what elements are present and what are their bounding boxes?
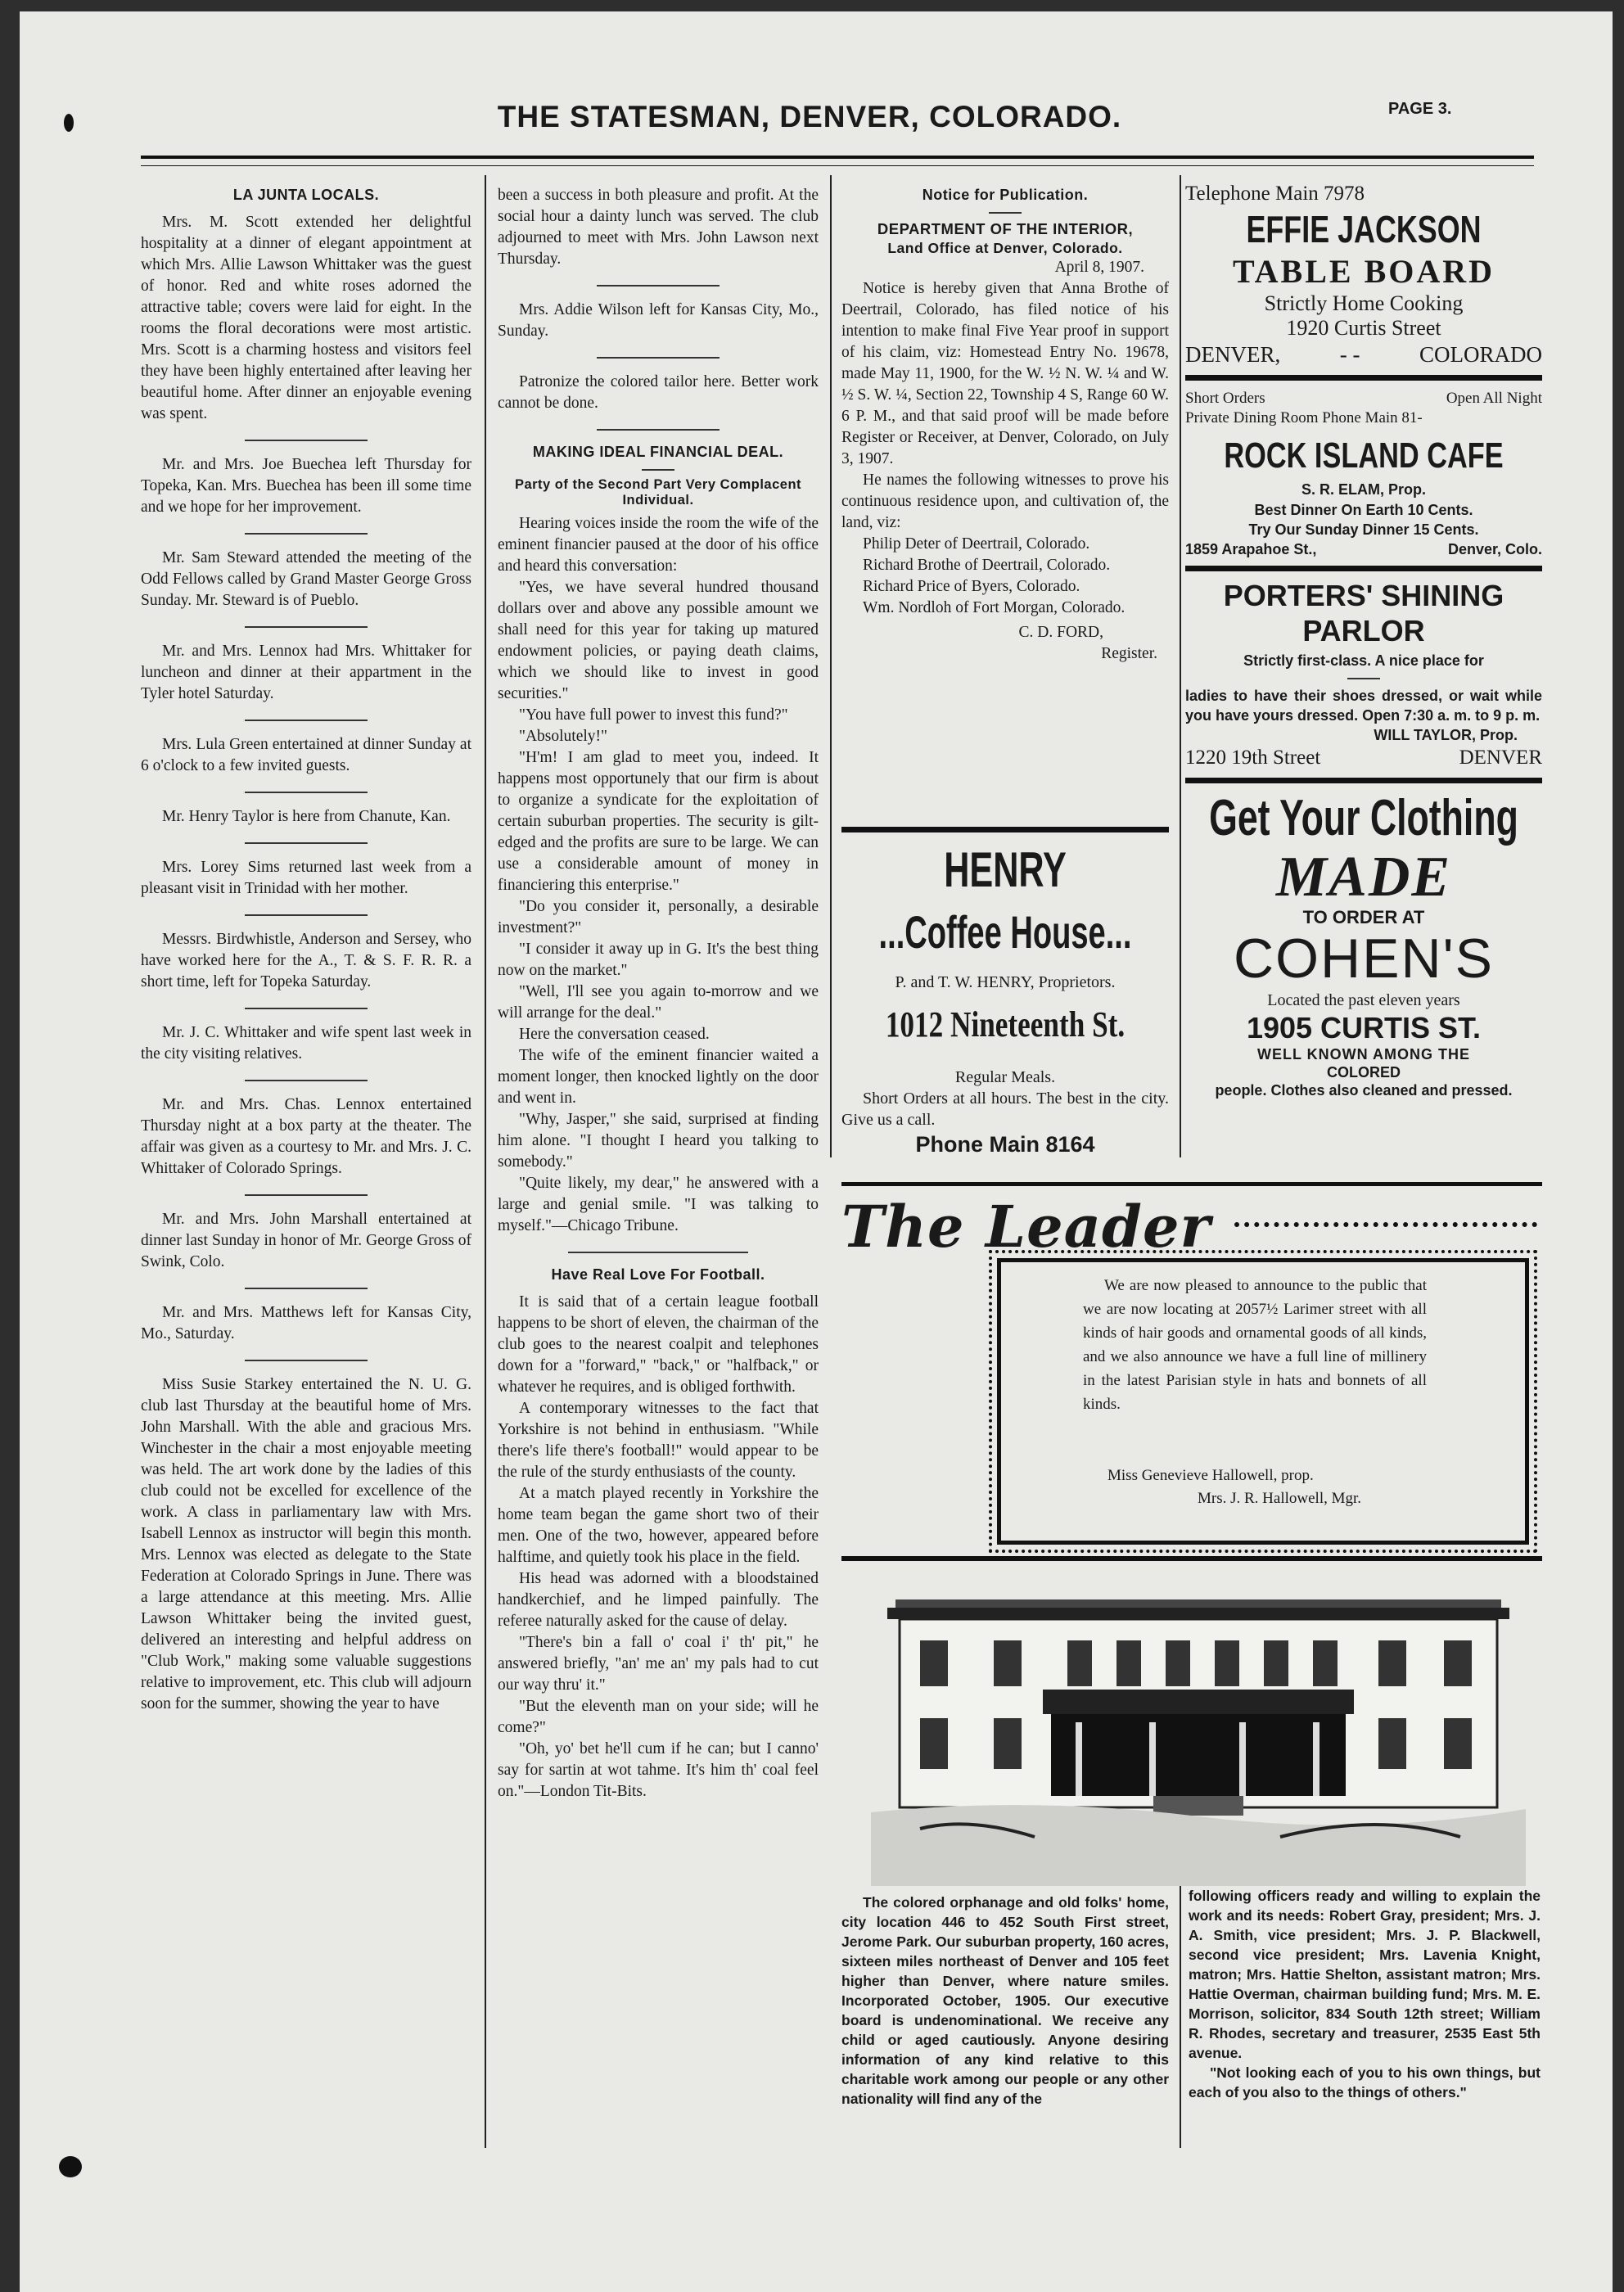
subheading-financial-deal: Party of the Second Part Very Complacent Individual. — [514, 477, 802, 508]
leader-bottom-rule — [841, 1556, 1542, 1561]
cohen-headline: Get Your Clothing — [1209, 790, 1518, 846]
paragraph: "H'm! I am glad to meet you, indeed. It happens most opportunely that our firm is about to organize a syndicate for the exploitation of certain suburban properties. The security is gilt-edged and the profits are sure to be large. We can use a considerable amount of money in financiering this enterprise." — [498, 749, 819, 894]
paragraph: It is said that of a certain league football happens to be short of eleven, the chairman of the club goes to the nearest coalpit and telephones down for a "forward," "back," or "halfback," or whatever he requires, and is obliged forthwith. — [498, 1293, 819, 1396]
separator — [245, 1360, 368, 1361]
land-office: Land Office at Denver, Colorado. — [887, 240, 1123, 256]
paragraph: Philip Deter of Deertrail, Colorado. — [863, 535, 1090, 553]
paragraph: Mrs. M. Scott extended her delightful hospitality at a dinner of elegant appointment at which Mrs. Allie Lawson Whittaker was the guest of honor. Red and white roses adorned the attractive table; covers were laid for eight. In the rooms the floral decorations were most artistic. Mrs. Scott is a charming hostess and visitors feel they have been highly entertained after leaving her beautiful home. After dinner an enjoyable evening was spent. — [141, 214, 471, 422]
paragraph: Mr. J. C. Whittaker and wife spent last week in the city visiting relatives. — [141, 1024, 471, 1063]
separator — [1347, 678, 1380, 679]
masthead-rule — [141, 156, 1534, 159]
separator — [245, 914, 368, 916]
leader-sig1: Miss Genevieve Hallowell, prop. — [1107, 1467, 1314, 1484]
paragraph: "I consider it away up in G. It's the best thing now on the market." — [498, 941, 819, 979]
paragraph: Mrs. Lula Green entertained at dinner Sunday at 6 o'clock to a few invited guests. — [141, 736, 471, 774]
leader-scallop-top — [1234, 1222, 1537, 1227]
paragraph: "Why, Jasper," she said, surprised at finding him alone. "I thought I heard you talking to somebody." — [498, 1111, 819, 1171]
cohen-colored: COLORED — [1327, 1064, 1401, 1081]
cohen-name: COHEN'S — [1234, 927, 1494, 990]
paragraph: Mr. and Mrs. Lennox had Mrs. Whittaker for luncheon and dinner at their appartment in the Tyler hotel Saturday. — [141, 643, 471, 702]
effie-city: DENVER, — [1185, 342, 1281, 367]
paragraph: His head was adorned with a bloodstained handkerchief, and he limped painfully. The referee naturally asked for the cause of delay. — [498, 1570, 819, 1630]
column-stories — [498, 185, 819, 1802]
cohen-order: TO ORDER AT — [1302, 907, 1425, 927]
effie-city-row — [1185, 341, 1542, 368]
column-la-junta — [141, 182, 471, 1715]
effie-dash: - - — [1339, 342, 1360, 367]
paragraph: Mr. Sam Steward attended the meeting of the Odd Fellows called by Grand Master George Gross Sunday. Mr. Steward is of Pueblo. — [141, 549, 471, 609]
cohen-located: Located the past eleven years — [1267, 991, 1460, 1009]
effie-name: EFFIE JACKSON — [1246, 208, 1482, 250]
leader-ad — [841, 1182, 1542, 1563]
effie-table-board: TABLE BOARD — [1232, 253, 1495, 290]
separator — [245, 440, 368, 441]
signer-name: C. D. FORD, — [1018, 624, 1103, 641]
ad-rule — [1185, 778, 1542, 783]
cohen-people: people. Clothes also cleaned and pressed. — [1215, 1082, 1513, 1099]
henry-meals: Regular Meals. — [954, 1068, 1056, 1086]
separator — [597, 429, 720, 431]
separator — [989, 212, 1022, 214]
ad-rule — [1185, 566, 1542, 571]
separator — [245, 842, 368, 844]
cohen-made: MADE — [1275, 846, 1452, 909]
rock-private: Private Dining Room Phone Main 81- — [1185, 409, 1423, 426]
paragraph: "Well, I'll see you again to-morrow and we will arrange for the deal." — [498, 983, 819, 1022]
paragraph: "Do you consider it, personally, a desirable investment?" — [498, 898, 819, 936]
separator — [245, 533, 368, 535]
rock-sunday: Try Our Sunday Dinner 15 Cents. — [1248, 521, 1479, 538]
rock-open: Open All Night — [1446, 390, 1542, 407]
paragraph: "Absolutely!" — [519, 728, 607, 745]
paragraph: "Oh, yo' bet he'll cum if he can; but I canno' say for sartin at wot tahme. It's him th' coal feel on."—London Tit-Bits. — [498, 1740, 819, 1800]
orphanage-right-block — [1189, 1886, 1541, 2102]
henry-address: 1012 Nineteenth St. — [885, 1004, 1126, 1044]
separator — [245, 1194, 368, 1196]
porters-text: ladies to have their shoes dressed, or wait while you have yours dressed. Open 7:30 a. m. to 9 p. m. — [1185, 688, 1542, 724]
masthead-rule-thin — [141, 165, 1534, 166]
henry-ad — [841, 827, 1169, 1158]
rock-name: ROCK ISLAND CAFE — [1224, 435, 1504, 476]
column-rule — [830, 175, 832, 1157]
paragraph: "You have full power to invest this fund?" — [519, 706, 788, 724]
cohen-known: WELL KNOWN AMONG THE — [1257, 1046, 1470, 1063]
masthead-title: THE STATESMAN, DENVER, COLORADO. — [497, 100, 1122, 133]
porters-city: DENVER — [1459, 747, 1542, 769]
rock-city: Denver, Colo. — [1447, 541, 1542, 557]
page-number: PAGE 3. — [1388, 100, 1452, 118]
paragraph: "Yes, we have several hundred thousand dollars over and above any possible amount we shall need for this year for taking up matured endowment policies, or paying death claims, which we should like to invest in good securities." — [498, 579, 819, 702]
ad-rule — [841, 827, 1169, 832]
rock-top-row — [1185, 389, 1542, 408]
henry-name: HENRY — [944, 842, 1067, 897]
paragraph: "But the eleventh man on your side; will he come?" — [498, 1698, 819, 1736]
heading-notice: Notice for Publication. — [922, 187, 1089, 203]
column-rule — [1180, 175, 1181, 1157]
porters-title: PORTERS' SHINING — [1223, 579, 1504, 612]
paragraph: A contemporary witnesses to the fact that Yorkshire is not behind in enthusiasm. "While there's life there's football!" would appear to be the rule of the sturdy enthusiasts of the county. — [498, 1400, 819, 1481]
henry-proprietors: P. and T. W. HENRY, Proprietors. — [895, 973, 1116, 991]
paragraph: Wm. Nordloh of Fort Morgan, Colorado. — [863, 599, 1126, 616]
separator — [597, 285, 720, 286]
paragraph: "Quite likely, my dear," he answered with a large and genial smile. "I was talking to myself."—Chicago Tribune. — [498, 1175, 819, 1234]
binding-hole — [59, 2156, 82, 2177]
orphanage-left-text: The colored orphanage and old folks' home, city location 446 to 452 South First street, Jerome Park. Our suburban property, 160 acres, sixteen miles northeast of Denver and 105 feet higher than Denver, where nature smiles. Incorporated October, 1905. Our executive board is undenominational. We receive any child or aged cautiously. Anyone desiring information of any kind relative to this charitable work among our people or any other nationality will find any of the — [841, 1894, 1169, 2107]
porters-title-2: PARLOR — [1302, 614, 1425, 647]
paragraph: "There's bin a fall o' coal i' th' pit," he answered briefly, "an' me an' my pals had to cut our way thru' it." — [498, 1634, 819, 1694]
paragraph: been a success in both pleasure and profit. At the social hour a dainty lunch was served. The club adjourned to meet with Mrs. John Lawson next Thursday. — [498, 187, 819, 268]
porters-strict: Strictly first-class. A nice place for — [1243, 652, 1484, 669]
orphanage-illustration — [871, 1567, 1526, 1886]
rock-prop: S. R. ELAM, Prop. — [1301, 481, 1426, 498]
building-image — [871, 1567, 1526, 1886]
paragraph: Mrs. Lorey Sims returned last week from a pleasant visit in Trinidad with her mother. — [141, 859, 471, 897]
henry-coffee-house: ...Coffee House... — [878, 906, 1132, 958]
orphanage-quote: "Not looking each of you to his own things, but each of you also to the things of others." — [1189, 2064, 1541, 2100]
column-notice — [841, 182, 1169, 665]
paragraph: The wife of the eminent financier waited a moment longer, then knocked lightly on the door and went in. — [498, 1047, 819, 1107]
henry-phone: Phone Main 8164 — [915, 1132, 1095, 1157]
ad-rule — [1185, 375, 1542, 381]
paragraph: Mr. Henry Taylor is here from Chanute, Kan. — [162, 808, 451, 825]
heading-football: Have Real Love For Football. — [551, 1266, 765, 1283]
signer-title: Register. — [1101, 645, 1157, 662]
paragraph: Hearing voices inside the room the wife of the eminent financier paused at the door of his office and heard this conversation: — [498, 515, 819, 575]
separator — [568, 1252, 748, 1253]
paragraph: He names the following witnesses to prove his continuous residence upon, and cultivation of, the land, viz: — [841, 471, 1169, 531]
separator — [245, 1288, 368, 1289]
porters-prop: WILL TAYLOR, Prop. — [1374, 727, 1518, 743]
paragraph: Richard Brothe of Deertrail, Colorado. — [863, 557, 1111, 574]
separator — [642, 469, 674, 471]
paragraph: Mr. and Mrs. John Marshall entertained at dinner last Sunday in honor of Mr. George Gross of Swink, Colo. — [141, 1211, 471, 1270]
effie-state: COLORADO — [1419, 342, 1542, 367]
column-rule — [485, 175, 486, 2148]
paragraph: Miss Susie Starkey entertained the N. U. G. club last Thursday at the beautiful home of Mrs. John Marshall. With the able and gracious Mrs. Winchester in the chair a most enjoyable meeting was held. The art work done by the ladies of this club could not be excelled for excellence of the work. A class in parliamentary law with Mrs. Isabell Lennox as instructor will begin this month. Mrs. Lennox was elected as delegate to the State Federation at Colorado Springs in June. There was a large attendance at this meeting. Mrs. Allie Lawson Whittaker being the invited guest, delivered an interesting and helpful address on "Club Work," making some valuable suggestions relative to improvement, etc. This club will adjourn soon for the summer, showing the year to have — [141, 1376, 471, 1712]
effie-phone: Telephone Main 7978 — [1185, 183, 1365, 205]
separator — [245, 1080, 368, 1081]
cohen-addr: 1905 CURTIS ST. — [1246, 1011, 1482, 1044]
heading-la-junta: LA JUNTA LOCALS. — [232, 187, 380, 203]
porters-addr-row — [1185, 745, 1542, 771]
orphanage-right-text: following officers ready and willing to explain the work and its needs: Robert Gray, president; Mrs. J. A. Smith, vice president; Mrs. J. P. Blackwell, second vice president; Mrs. Lavenia Knight, matron; Mrs. Hattie Shelton, assistant matron; Mrs. Hattie Overman, chairman building fund; Mrs. M. E. Morrison, solicitor, 834 South 12th street; William R. Rhodes, secretary and treasurer, 2535 East 5th avenue. — [1189, 1888, 1541, 2061]
separator — [245, 720, 368, 721]
newspaper-page — [20, 11, 1613, 2292]
separator — [245, 792, 368, 793]
effie-cooking: Strictly Home Cooking — [1264, 291, 1464, 315]
department-heading: DEPARTMENT OF THE INTERIOR, — [877, 220, 1134, 237]
porters-addr: 1220 19th Street — [1185, 747, 1321, 769]
binding-hole — [64, 114, 74, 132]
effie-ad — [1185, 182, 1542, 1099]
leader-sig2: Mrs. J. R. Hallowell, Mgr. — [1198, 1490, 1362, 1507]
paragraph: Mr. and Mrs. Matthews left for Kansas City, Mo., Saturday. — [141, 1304, 471, 1342]
notice-date: April 8, 1907. — [1054, 259, 1144, 276]
paragraph: Patronize the colored tailor here. Better work cannot be done. — [498, 373, 819, 412]
rock-addr: 1859 Arapahoe St., — [1185, 541, 1317, 557]
paragraph: At a match played recently in Yorkshire the home team began the game short two of their men. One of the two, however, appeared before halftime, and quietly took his place in the field. — [498, 1485, 819, 1566]
column-rule — [1180, 1886, 1181, 2148]
separator — [245, 626, 368, 628]
leader-text: We are now pleased to announce to the public that we are now locating at 2057½ Larimer street with all kinds of hair goods and ornamental goods of all kinds, and we also announce we have a full line of millinery in the latest Parisian style in hats and bonnets of all kinds. — [1083, 1277, 1427, 1413]
paragraph: Notice is hereby given that Anna Brothe of Deertrail, Colorado, has filed notice of his intention to make final Five Year proof in support of his claim, viz: Homestead Entry No. 19678, made May 11, 1900, for the W. ½ N. W. ¼ and W. ½ S. W. ¼, Section 22, Township 4 S, Range 60 W. 6 P. M., and that said proof will be made before Register or Receiver, at Denver, Colorado, on July 3, 1907. — [841, 280, 1169, 467]
separator — [245, 1008, 368, 1009]
paragraph: Mrs. Addie Wilson left for Kansas City, Mo., Sunday. — [498, 301, 819, 340]
rock-short-orders: Short Orders — [1185, 390, 1265, 407]
paragraph: Mr. and Mrs. Chas. Lennox entertained Thursday night at a box party at the theater. The affair was given as a courtesy to Mr. and Mrs. J. C. Whittaker of Colorado Springs. — [141, 1096, 471, 1177]
paragraph: Richard Price of Byers, Colorado. — [863, 578, 1080, 595]
rock-addr-row — [1185, 539, 1542, 559]
henry-orders: Short Orders at all hours. The best in the city. Give us a call. — [841, 1090, 1169, 1129]
paragraph: Messrs. Birdwhistle, Anderson and Sersey, who have worked here for the A., T. & S. F. R. R. a short time, left for Topeka Saturday. — [141, 931, 471, 990]
paragraph: Mr. and Mrs. Joe Buechea left Thursday for Topeka, Kan. Mrs. Buechea has been ill some time and we hope for her improvement. — [141, 456, 471, 516]
effie-street: 1920 Curtis Street — [1286, 316, 1441, 340]
leader-title: The Leader — [841, 1193, 1211, 1261]
heading-financial-deal: MAKING IDEAL FINANCIAL DEAL. — [532, 444, 784, 460]
separator — [597, 357, 720, 359]
leader-box — [997, 1258, 1529, 1545]
paragraph: Here the conversation ceased. — [519, 1026, 710, 1043]
rock-best: Best Dinner On Earth 10 Cents. — [1254, 502, 1473, 518]
